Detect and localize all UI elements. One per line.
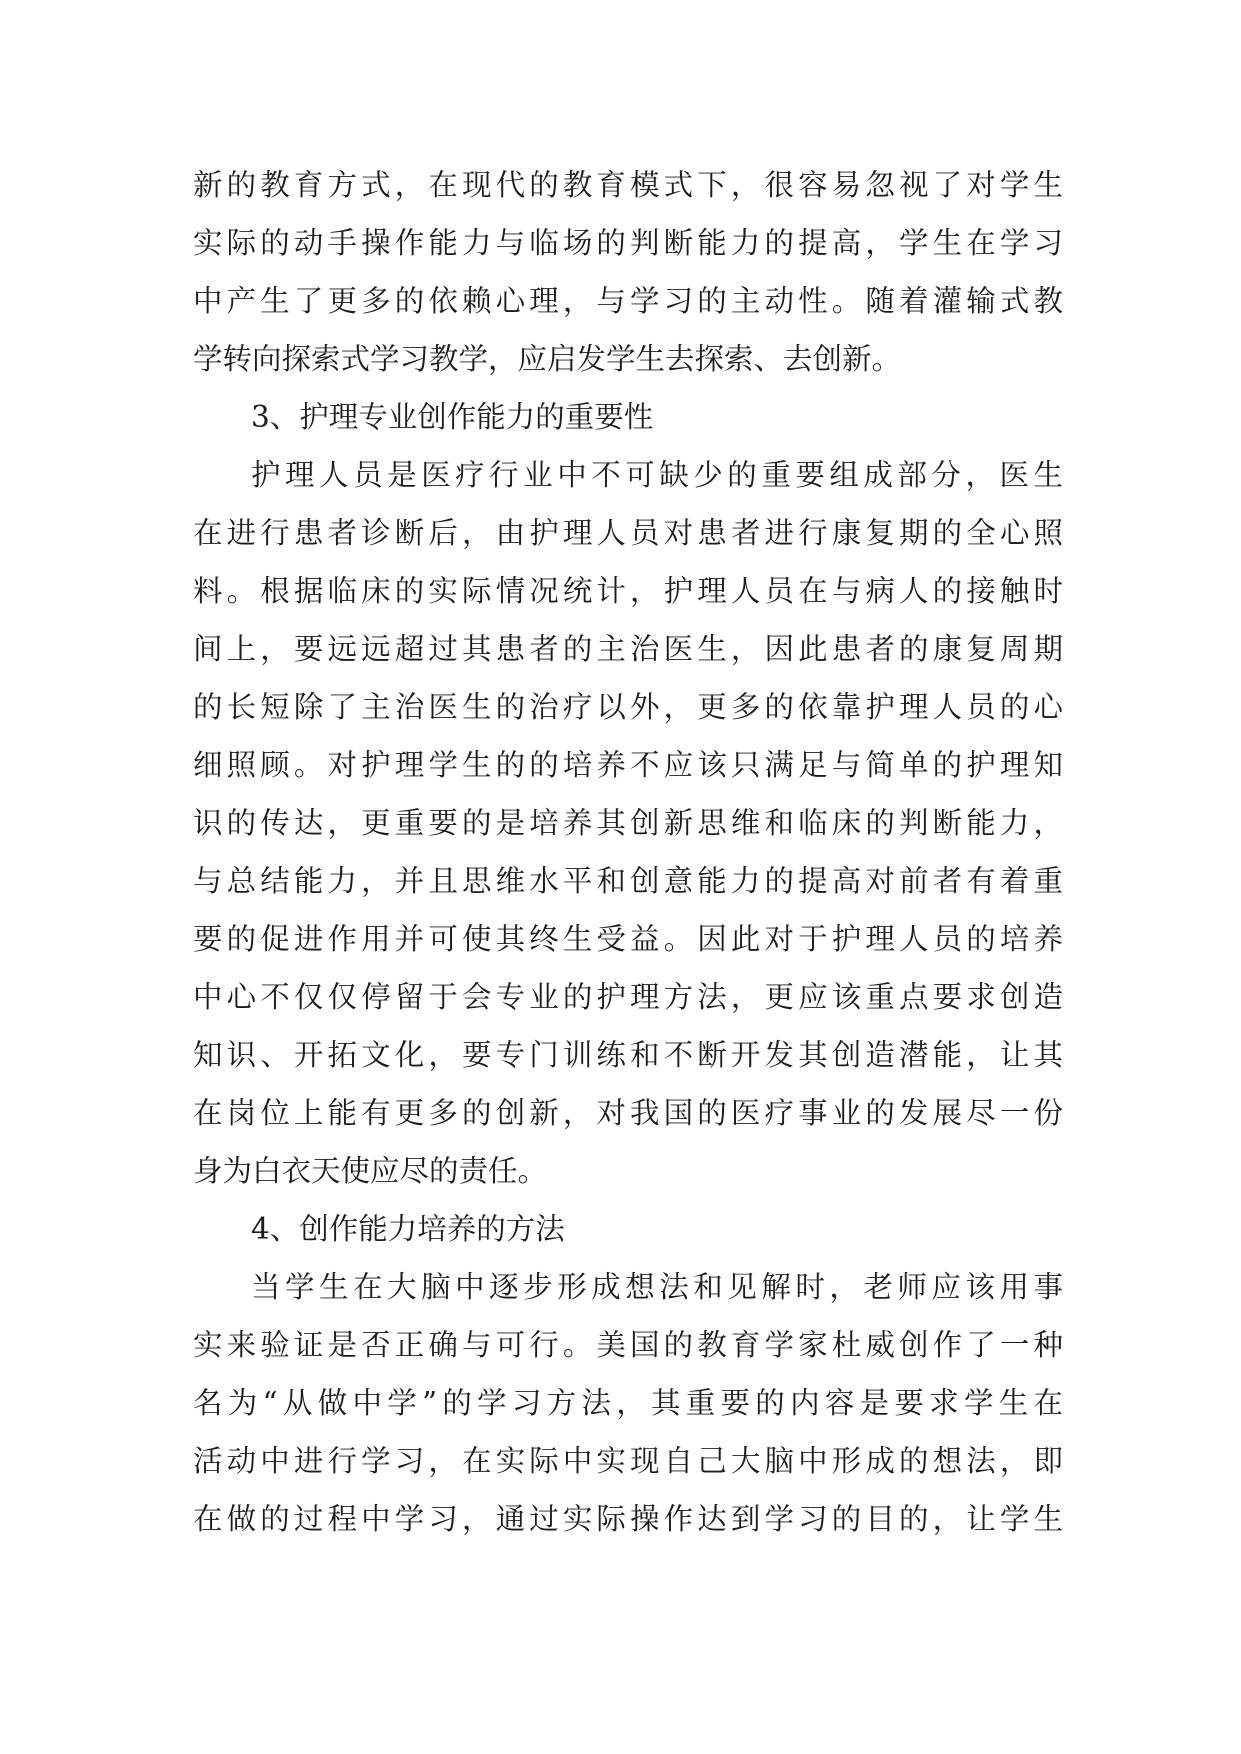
paragraph-line: 中心不仅仅停留于会专业的护理方法，更应该重点要求创造 (193, 980, 1063, 1014)
paragraph-line: 中产生了更多的依赖心理，与学习的主动性。随着灌输式教 (193, 284, 1063, 318)
paragraph-line: 实际的动手操作能力与临场的判断能力的提高，学生在学习 (193, 226, 1063, 260)
paragraph-line: 护理人员是医疗行业中不可缺少的重要组成部分，医生 (251, 458, 1063, 492)
paragraph-line: 与总结能力，并且思维水平和创意能力的提高对前者有着重 (193, 864, 1063, 898)
paragraph-line: 间上，要远远超过其患者的主治医生，因此患者的康复周期 (193, 632, 1063, 666)
paragraph-line: 在进行患者诊断后，由护理人员对患者进行康复期的全心照 (193, 516, 1063, 550)
paragraph-line: 在做的过程中学习，通过实际操作达到学习的目的，让学生 (193, 1502, 1063, 1536)
paragraph-line: 知识、开拓文化，要专门训练和不断开发其创造潜能，让其 (193, 1038, 1063, 1072)
paragraph-line: 在岗位上能有更多的创新，对我国的医疗事业的发展尽一份 (193, 1096, 1063, 1130)
paragraph-line: 当学生在大脑中逐步形成想法和见解时，老师应该用事 (251, 1270, 1063, 1304)
paragraph-line: 身为白衣天使应尽的责任。 (193, 1154, 548, 1188)
paragraph-line: 细照顾。对护理学生的的培养不应该只满足与简单的护理知 (193, 748, 1063, 782)
paragraph-line: 实来验证是否正确与可行。美国的教育学家杜威创作了一种 (193, 1328, 1063, 1362)
paragraph-line: 活动中进行学习，在实际中实现自己大脑中形成的想法，即 (193, 1444, 1063, 1478)
paragraph-line: 名为“从做中学”的学习方法，其重要的内容是要求学生在 (193, 1386, 1063, 1420)
section-heading-3: 3、护理专业创作能力的重要性 (251, 400, 654, 434)
paragraph-line: 料。根据临床的实际情况统计，护理人员在与病人的接触时 (193, 574, 1063, 608)
paragraph-line: 学转向探索式学习教学，应启发学生去探索、去创新。 (193, 342, 902, 376)
paragraph-line: 的长短除了主治医生的治疗以外，更多的依靠护理人员的心 (193, 690, 1063, 724)
section-heading-4: 4、创作能力培养的方法 (251, 1212, 565, 1246)
paragraph-line: 要的促进作用并可使其终生受益。因此对于护理人员的培养 (193, 922, 1063, 956)
paragraph-line: 新的教育方式，在现代的教育模式下，很容易忽视了对学生 (193, 168, 1063, 202)
paragraph-line: 识的传达，更重要的是培养其创新思维和临床的判断能力， (193, 806, 1063, 840)
